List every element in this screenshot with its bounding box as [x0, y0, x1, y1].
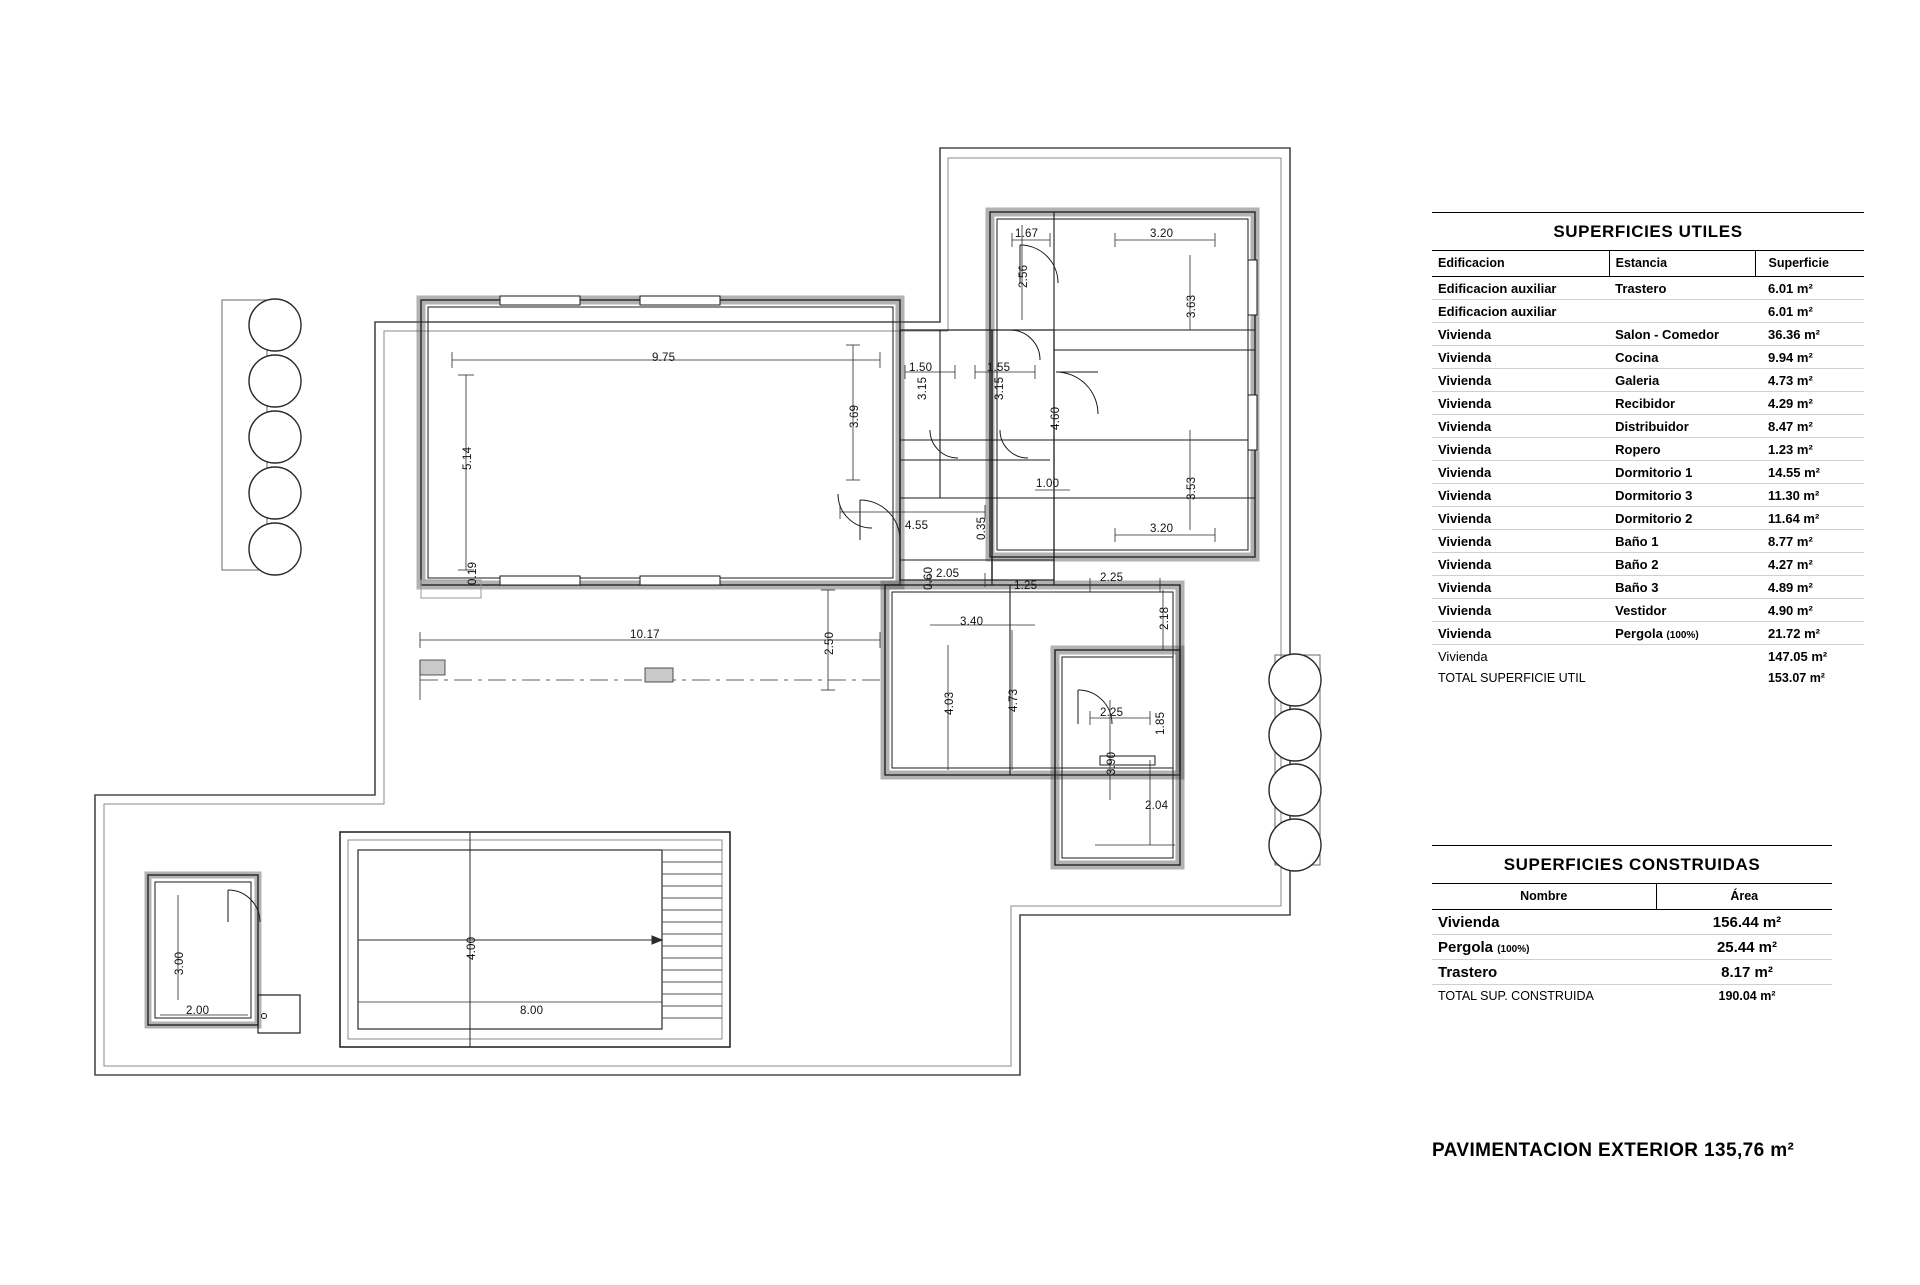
windows: [500, 260, 1257, 765]
dim-3-69: 3.69: [849, 404, 861, 428]
dim-5-14: 5.14: [462, 446, 474, 470]
dim-4-60: 4.60: [1050, 406, 1062, 430]
table-row: [1432, 507, 1864, 530]
table-row: [1432, 461, 1864, 484]
tree-row-right: [1269, 654, 1321, 871]
cell-superficie: 4.29 m²: [1756, 392, 1864, 415]
cell-superficie: 147.05 m²: [1767, 648, 1828, 664]
cell-estancia: Baño 1: [1609, 530, 1756, 553]
cell-area: 156.44 m²: [1656, 910, 1832, 935]
construidas-header-row: [1432, 884, 1832, 910]
dim-4-00: 4.00: [466, 936, 478, 960]
tree-row-left: [222, 299, 301, 575]
cell-area: 8.17 m²: [1656, 960, 1832, 985]
dim-2-56: 2.56: [1018, 264, 1030, 288]
dim-1-55: 1.55: [987, 362, 1011, 374]
table-row: [1432, 392, 1864, 415]
cell-estancia: [1609, 300, 1756, 323]
cell-superficie: 4.89 m²: [1756, 576, 1864, 599]
dim-3-63: 3.63: [1186, 294, 1198, 318]
house-walls: [421, 212, 1255, 870]
cell-edificacion: Vivienda: [1432, 576, 1609, 599]
dim-1-00: 1.00: [1036, 478, 1060, 490]
utiles-header-row: [1432, 251, 1864, 277]
dim-4-03: 4.03: [944, 691, 956, 715]
utiles-grid: [1432, 251, 1864, 689]
construidas-title: SUPERFICIES CONSTRUIDAS: [1432, 845, 1832, 884]
cell-nombre: Trastero: [1432, 960, 1656, 985]
site-boundary-inner: [104, 158, 1281, 1066]
dim-3-20-top: 3.20: [1150, 228, 1174, 240]
cell-superficie: 8.77 m²: [1756, 530, 1864, 553]
dim-1-85: 1.85: [1155, 711, 1167, 735]
dim-0-35: 0.35: [976, 516, 988, 540]
table-row-subtotal: [1432, 645, 1864, 668]
cell-superficie: 6.01 m²: [1756, 277, 1864, 300]
cell-nombre: [1432, 935, 1656, 960]
cell-edificacion: Vivienda: [1438, 648, 1488, 664]
table-row: [1432, 277, 1864, 300]
dim-9-75: 9.75: [652, 352, 676, 364]
utiles-title: SUPERFICIES UTILES: [1432, 212, 1864, 251]
dim-4-55: 4.55: [905, 520, 929, 532]
cell-edificacion: Vivienda: [1432, 438, 1609, 461]
utiles-total-label: TOTAL SUPERFICIE UTIL: [1438, 671, 1586, 685]
dim-3-53: 3.53: [1186, 476, 1198, 500]
dim-3-90: 3.90: [1106, 751, 1118, 775]
cell-estancia: Dormitorio 3: [1609, 484, 1756, 507]
superficies-construidas-table: [1432, 845, 1832, 1007]
dimension-lines: [160, 225, 1215, 1047]
cell-nombre-sub: (100%): [1497, 943, 1530, 955]
table-row: [1432, 438, 1864, 461]
utiles-col-superficie: Superficie: [1756, 251, 1864, 277]
utiles-total-value: 153.07 m²: [1767, 671, 1825, 685]
dim-1-67: 1.67: [1015, 228, 1039, 240]
cell-estancia: Recibidor: [1609, 392, 1756, 415]
cell-estancia-sub: (100%): [1666, 629, 1699, 641]
table-row: [1432, 530, 1864, 553]
table-row: [1432, 576, 1864, 599]
construidas-col-nombre: Nombre: [1432, 884, 1656, 910]
cell-estancia: Dormitorio 1: [1609, 461, 1756, 484]
cell-estancia: [1609, 645, 1756, 668]
dim-10-17: 10.17: [630, 629, 660, 641]
cell-superficie: 1.23 m²: [1756, 438, 1864, 461]
table-row: [1432, 553, 1864, 576]
cell-edificacion: Vivienda: [1432, 553, 1609, 576]
table-row: [1432, 346, 1864, 369]
cell-superficie: 8.47 m²: [1756, 415, 1864, 438]
cell-estancia: Baño 3: [1609, 576, 1756, 599]
table-row: [1432, 622, 1864, 645]
cell-edificacion: Edificacion auxiliar: [1432, 277, 1609, 300]
cell-edificacion: Vivienda: [1432, 484, 1609, 507]
cell-estancia: Vestidor: [1609, 599, 1756, 622]
dim-2-00: 2.00: [186, 1005, 210, 1017]
table-row: [1432, 300, 1864, 323]
cell-estancia: Ropero: [1609, 438, 1756, 461]
cell-area: 25.44 m²: [1656, 935, 1832, 960]
cell-superficie: 11.30 m²: [1756, 484, 1864, 507]
cell-nombre: Vivienda: [1432, 910, 1656, 935]
table-row: [1432, 484, 1864, 507]
table-row: [1432, 369, 1864, 392]
cell-edificacion: Vivienda: [1432, 599, 1609, 622]
cell-nombre-text: Pergola: [1438, 938, 1494, 956]
dim-3-15-a: 3.15: [917, 376, 929, 400]
dim-2-50: 2.50: [824, 631, 836, 655]
cell-estancia: Trastero: [1609, 277, 1756, 300]
cell-superficie: 9.94 m²: [1756, 346, 1864, 369]
trastero-building: [148, 875, 300, 1033]
dim-2-05: 2.05: [936, 568, 960, 580]
cell-edificacion: Vivienda: [1432, 507, 1609, 530]
dim-2-25-b: 2.25: [1100, 707, 1124, 719]
cell-edificacion: Vivienda: [1432, 346, 1609, 369]
dim-3-40: 3.40: [960, 616, 984, 628]
dim-3-00: 3.00: [174, 951, 186, 975]
dim-2-25-a: 2.25: [1100, 572, 1124, 584]
dim-3-15-b: 3.15: [994, 376, 1006, 400]
dim-4-73: 4.73: [1008, 688, 1020, 712]
cell-estancia: Distribuidor: [1609, 415, 1756, 438]
cell-edificacion: Vivienda: [1432, 415, 1609, 438]
cell-superficie: 4.27 m²: [1756, 553, 1864, 576]
cell-edificacion: Edificacion auxiliar: [1432, 300, 1609, 323]
cell-superficie: 11.64 m²: [1756, 507, 1864, 530]
table-row: [1432, 910, 1832, 935]
cell-estancia: Dormitorio 2: [1609, 507, 1756, 530]
cell-edificacion: Vivienda: [1432, 369, 1609, 392]
construidas-grid: [1432, 884, 1832, 1007]
pavimentacion-exterior-label: PAVIMENTACION EXTERIOR 135,76 m²: [1432, 1140, 1795, 1161]
table-row: [1432, 960, 1832, 985]
cell-estancia: Baño 2: [1609, 553, 1756, 576]
cell-edificacion: Vivienda: [1432, 323, 1609, 346]
cell-edificacion: Vivienda: [1432, 392, 1609, 415]
construidas-col-area: Área: [1656, 884, 1832, 910]
dim-1-25: 1.25: [1014, 580, 1038, 592]
construidas-total-value: 190.04 m²: [1718, 989, 1776, 1003]
cell-estancia: Cocina: [1609, 346, 1756, 369]
cell-edificacion: Vivienda: [1432, 530, 1609, 553]
utiles-col-edificacion: Edificacion: [1432, 251, 1609, 277]
dim-3-20-mid: 3.20: [1150, 523, 1174, 535]
table-row: [1432, 415, 1864, 438]
cell-superficie: 14.55 m²: [1756, 461, 1864, 484]
cell-estancia-text: Pergola: [1615, 625, 1663, 641]
dim-1-50: 1.50: [909, 362, 933, 374]
utiles-col-estancia: Estancia: [1609, 251, 1756, 277]
cell-superficie: 4.90 m²: [1756, 599, 1864, 622]
cell-edificacion: Vivienda: [1432, 622, 1609, 645]
cell-edificacion: Vivienda: [1432, 461, 1609, 484]
table-row: [1432, 599, 1864, 622]
dim-0-19: 0.19: [467, 561, 479, 585]
cell-superficie: 6.01 m²: [1756, 300, 1864, 323]
dim-0-60: 0.60: [923, 566, 935, 590]
table-row: [1432, 935, 1832, 960]
dim-8-00: 8.00: [520, 1005, 544, 1017]
table-row-total: [1432, 985, 1832, 1007]
cell-superficie: 21.72 m²: [1756, 622, 1864, 645]
table-row-total: [1432, 667, 1864, 689]
cell-estancia: Salon - Comedor: [1609, 323, 1756, 346]
cell-estancia: Galeria: [1609, 369, 1756, 392]
cell-superficie: 36.36 m²: [1756, 323, 1864, 346]
dim-2-18: 2.18: [1159, 606, 1171, 630]
site-boundary: [95, 148, 1290, 1075]
superficies-utiles-table: [1432, 212, 1864, 689]
dim-2-04: 2.04: [1145, 800, 1169, 812]
table-row: [1432, 323, 1864, 346]
construidas-total-label: TOTAL SUP. CONSTRUIDA: [1438, 989, 1594, 1003]
cell-estancia: [1609, 622, 1756, 645]
cell-superficie: 4.73 m²: [1756, 369, 1864, 392]
